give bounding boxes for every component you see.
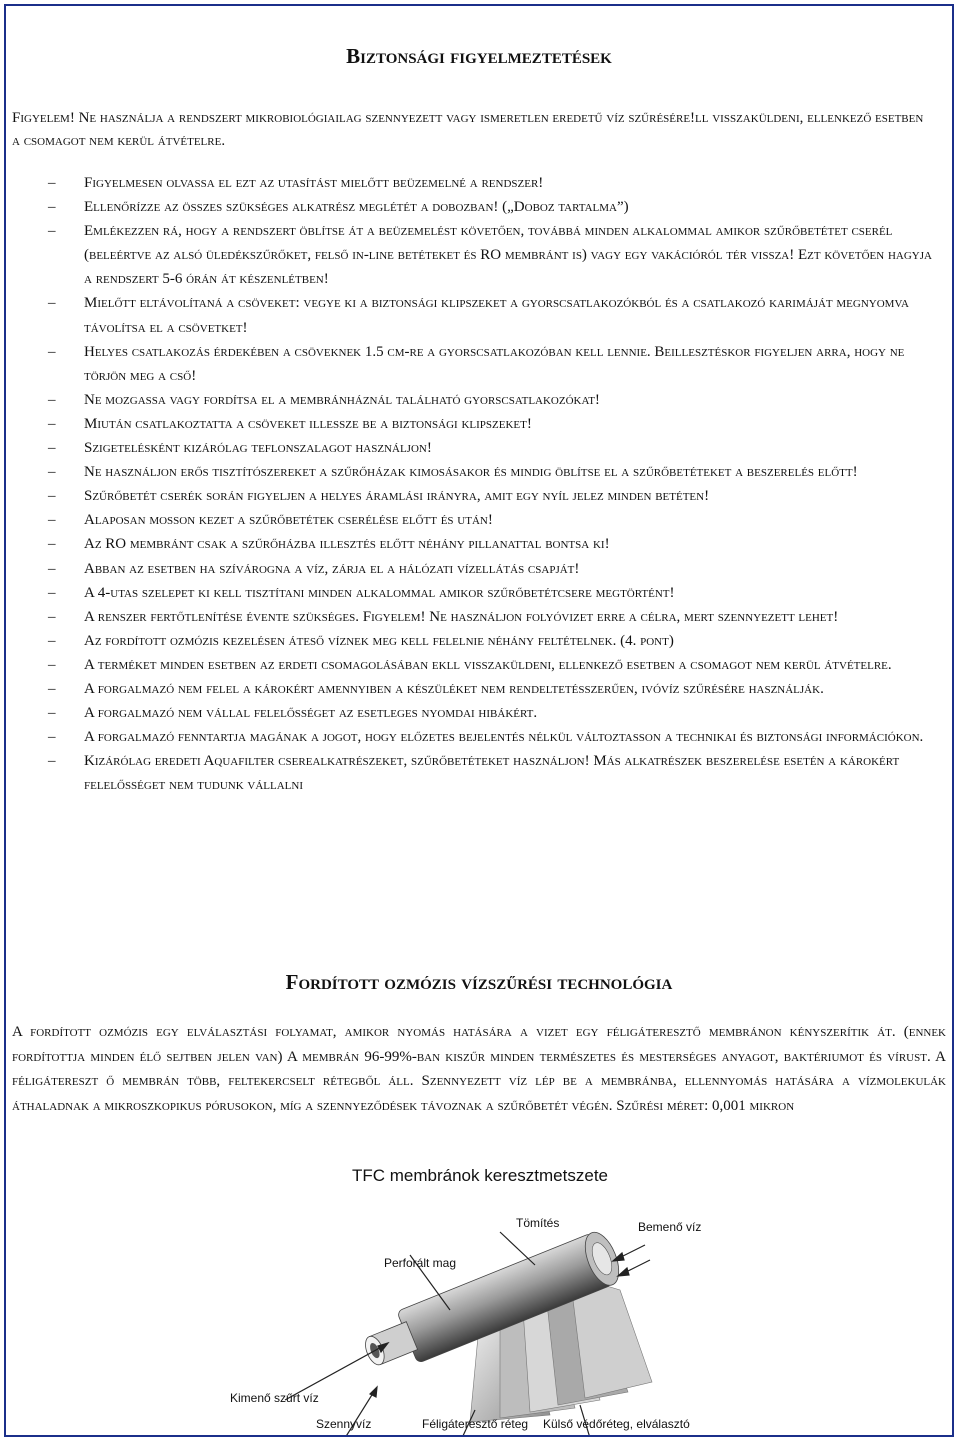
safety-list [12, 171, 942, 797]
safety-item: – Az fordított ozmózis kezelésen áteső víznek meg kell felelnie néhány feltételnek. (4. pont) [12, 629, 942, 653]
label-core: Perforált mag [384, 1256, 457, 1270]
safety-item: – Ne használjon erős tisztítószereket a szűrőházak kimosásakor és mindig öblítse el a szűrőbetéteket a beszerelés előtt! [12, 460, 942, 484]
safety-item: – Ellenőrízze az összes szükséges alkatrész meglétét a dobozban! („Doboz tartalma”) [12, 195, 942, 219]
safety-item: – Figyelmesen olvassa el ezt az utasítást mielőtt beüzemelné a rendszer! [12, 171, 942, 195]
safety-item: – Emlékezzen rá, hogy a rendszert öblítse át a beüzemelést követően, továbbá minden alkalommal amikor szűrőbetétet cserél (beleértve az alsó üledékszűrőket, felső in-line betéteket és RO membránt is) vagy egy vakációról tér vissza! Ezt követően hagyja a rendszert 5-6 órán át készenlétben! [12, 219, 942, 291]
label-outer: Külső védőréteg, elválasztó [543, 1417, 690, 1431]
figure-title: TFC membránok keresztmetszete [351, 1166, 608, 1185]
safety-item: – Szigetelésként kizárólag teflonszalagot használjon! [12, 436, 942, 460]
safety-item: – A forgalmazó nem vállal felelősséget az esetleges nyomdai hibákért. [12, 701, 942, 725]
safety-item: – A 4-utas szelepet ki kell tisztítani minden alkalommal amikor szűrőbetétcsere megtörtént! [12, 581, 942, 605]
safety-item: – Miután csatlakoztatta a csöveket illessze be a biztonsági klipszeket! [12, 412, 942, 436]
safety-item: – A forgalmazó fenntartja magának a jogot, hogy előzetes bejelentés nélkül változtasson a technikai és biztonsági információkon. [12, 725, 942, 749]
ro-description: A fordított ozmózis egy elválasztási folyamat, amikor nyomás hatására a vizet egy féligáteresztő membránon kényszerítik át. (ennek fordítottja minden élő sejtben jelen van) A membrán 96-99%-ban kiszűr minden természetes és mesterséges anyagot, baktériumot és vírust. A féligátereszt ő membrán több, feltekercselt rétegből áll. Szennyezett víz lép be a membránba, ellennyomás hatására a vízmolekulák áthaladnak a mikroszkopikus pórusokon, míg a szennyeződések távoznak a szűrőbetét végén. Szűrési méret: 0,001 mikron [12, 1024, 946, 1114]
safety-item: – A terméket minden esetben az erdeti csomagolásában ekll visszaküldeni, ellenkező esetben a csomagot nem kerül átvételre. [12, 653, 942, 677]
safety-item: – Kizárólag eredeti Aquafilter cserealkatrészeket, szűrőbetéteket használjon! Más alkatrészek beszerelése esetén a károkért felelősséget nem tudunk vállalni [12, 749, 942, 797]
safety-item: – Mielőtt eltávolítaná a csöveket: vegye ki a biztonsági klipszeket a gyorscsatlakozókból és a csatlakozó karimáját megnyomva távolítsa el a csövetket! [12, 291, 942, 339]
label-membrane: Féligáteresztő réteg [422, 1417, 529, 1431]
label-seal: Tömítés [516, 1216, 560, 1230]
safety-item: – A forgalmazó nem felel a károkért amennyiben a készüléket nem rendeltetésszerűen, ivóvíz szűrésére használják. [12, 677, 942, 701]
safety-item: – Abban az esetben ha szívárogna a víz, zárja el a hálózati vízellátás csapját! [12, 557, 942, 581]
safety-item: – A renszer fertőtlenítése évente szükséges. Figyelem! Ne használjon folyóvizet erre a célra, mert szennyezett lehet! [12, 605, 942, 629]
safety-item: – Ne mozgassa vagy fordítsa el a membránháznál található gyorscsatlakozókat! [12, 388, 942, 412]
label-outlet: Kimenő szűrt víz [230, 1391, 319, 1405]
label-inlet: Bemenő víz [638, 1220, 702, 1234]
safety-item: – Alaposan mosson kezet a szűrőbetétek cserélése előtt és után! [12, 508, 942, 532]
warning-intro: Figyelem! Ne használja a rendszert mikrobiológiailag szennyezett vagy ismeretlen eredetű víz szűrésére!ll visszaküldeni, ellenkező esetben a csomagot nem kerül átvételre. [12, 110, 924, 149]
label-waste: Szennyvíz [316, 1417, 372, 1431]
safety-item: – Szűrőbetét cserék során figyeljen a helyes áramlási irányra, amit egy nyíl jelez minden betéten! [12, 484, 942, 508]
safety-item: – Helyes csatlakozás érdekében a csöveknek 1.5 cm-re a gyorscsatlakozóban kell lennie. Beillesztéskor figyeljen arra, hogy ne törjön meg a cső! [12, 340, 942, 388]
safety-item: – Az RO membránt csak a szűrőházba illesztés előtt néhány pillanattal bontsa ki! [12, 532, 942, 556]
safety-title: Biztonsági figyelmeztetések [346, 44, 612, 68]
ro-technology-title: Fordított ozmózis vízszűrési technológia [285, 970, 673, 994]
membrane-figure [200, 1160, 760, 1435]
